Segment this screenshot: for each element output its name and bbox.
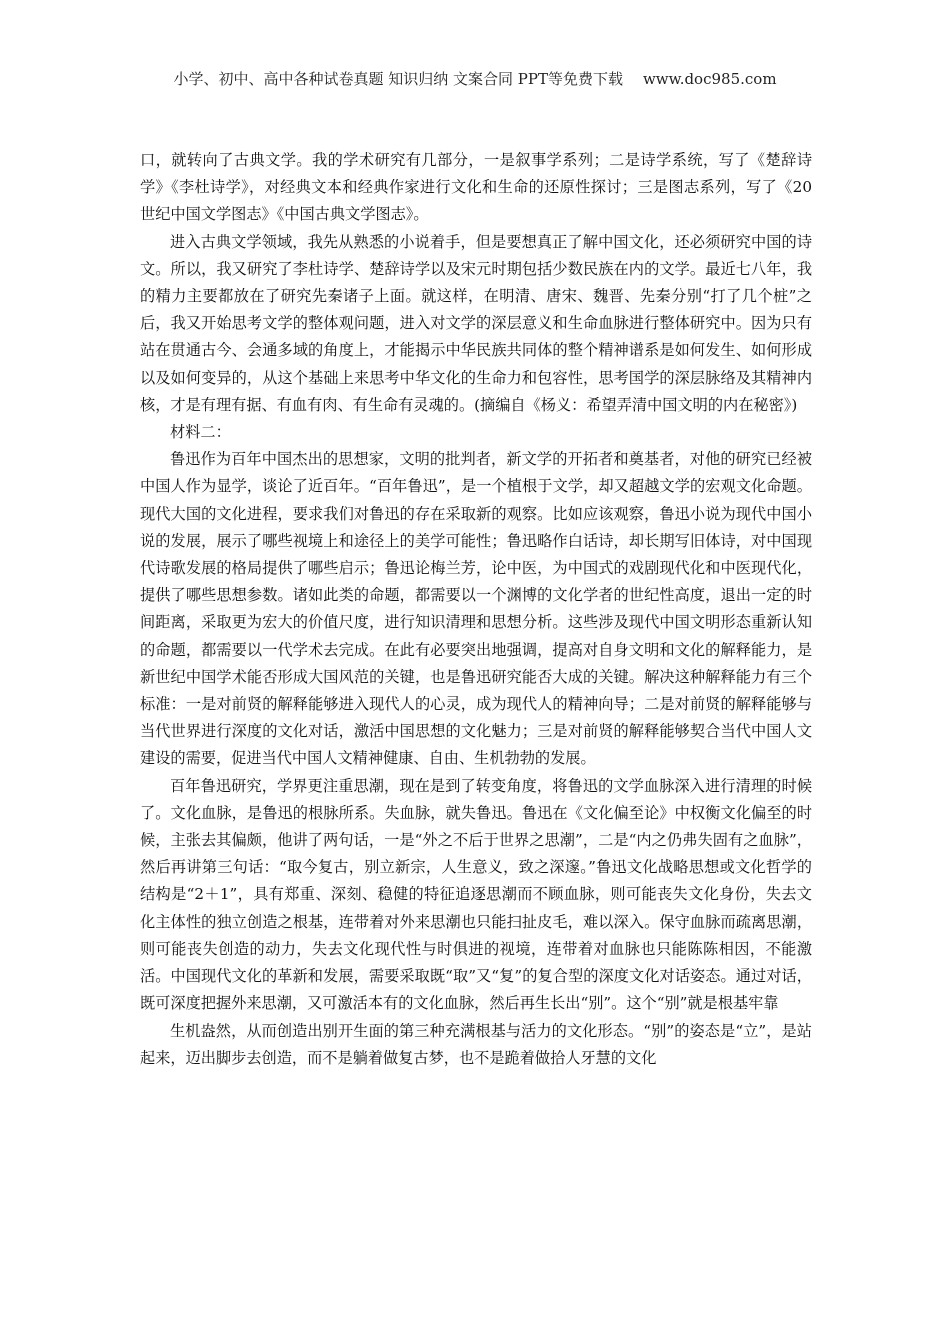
paragraph-2: 进入古典文学领域，我先从熟悉的小说着手，但是要想真正了解中国文化，还必须研究中国的诗文。所以，我又研究了李杜诗学、楚辞诗学以及宋元时期包括少数民族在内的文学。最近七八年，我的精力主要都放在了研究先秦诸子上面。就这样，在明清、唐宋、魏晋、先秦分别“打了几个桩”之后，我又开始思考文学的整体观问题，进入对文学的深层意义和生命血脉进行整体研究中。因为只有站在贯通古今、会通多域的角度上，才能揭示中华民族共同体的整个精神谱系是如何发生、如何形成以及如何变异的，从这个基础上来思考中华文化的生命力和包容性，思考国学的深层脉络及其精神内核，才是有理有据、有血有肉、有生命有灵魂的。(摘编自《杨义：希望弄清中国文明的内在秘密》) bbox=[140, 232, 812, 414]
paragraph-5: 生机盎然，从而创造出别开生面的第三种充满根基与活力的文化形态。“别”的姿态是“立”，是站起来，迈出脚步去创造，而不是躺着做复古梦，也不是跪着做拾人牙慧的文化 bbox=[140, 1021, 812, 1067]
header-text: 小学、初中、高中各种试卷真题 知识归纳 文案合同 PPT等免费下载 bbox=[173, 70, 623, 88]
paragraph-3: 鲁迅作为百年中国杰出的思想家，文明的批判者，新文学的开拓者和奠基者，对他的研究已经被中国人作为显学，谈论了近百年。“百年鲁迅”，是一个植根于文学，却又超越文学的宏观文化命题。现代大国的文化进程，要求我们对鲁迅的存在采取新的观察。比如应该观察，鲁迅小说为现代中国小说的发展，展示了哪些视境上和途径上的美学可能性；鲁迅略作白话诗，却长期写旧体诗，对中国现代诗歌发展的格局提供了哪些启示；鲁迅论梅兰芳，论中医，为中国式的戏剧现代化和中医现代化，提供了哪些思想参数。诸如此类的命题，都需要以一个渊博的文化学者的世纪性高度，退出一定的时间距离，采取更为宏大的价值尺度，进行知识清理和思想分析。这些涉及现代中国文明形态重新认知的命题，都需要以一代学术去完成。在此有必要突出地强调，提高对自身文明和文化的解释能力，是新世纪中国学术能否形成大国风范的关键，也是鲁迅研究能否大成的关键。解决这种解释能力有三个标准：一是对前贤的解释能够进入现代人的心灵，成为现代人的精神向导；二是对前贤的解释能够与当代世界进行深度的文化对话，激活中国思想的文化魅力；三是对前贤的解释能够契合当代中国人文建设的需要，促进当代中国人文精神健康、自由、生机勃勃的发展。 bbox=[140, 450, 812, 768]
paragraph-1: 口，就转向了古典文学。我的学术研究有几部分，一是叙事学系列；二是诗学系统，写了《楚辞诗学》《李杜诗学》，对经典文本和经典作家进行文化和生命的还原性探讨；三是图志系列，写了《20世纪中国文学图志》《中国古典文学图志》。 bbox=[140, 151, 812, 224]
paragraph-4: 百年鲁迅研究，学界更注重思潮，现在是到了转变角度，将鲁迅的文学血脉深入进行清理的时候了。文化血脉，是鲁迅的根脉所系。失血脉，就失鲁迅。鲁迅在《文化偏至论》中权衡文化偏至的时候，主张去其偏颇，他讲了两句话，一是“外之不后于世界之思潮”，二是“内之仍弗失固有之血脉”，然后再讲第三句话：“取今复古，别立新宗，人生意义，致之深邃。”鲁迅文化战略思想或文化哲学的结构是“2＋1”，具有郑重、深刻、稳健的特征追逐思潮而不顾血脉，则可能丧失文化身份，失去文化主体性的独立创造之根基，连带着对外来思潮也只能扫扯皮毛，难以深入。保守血脉而疏离思潮，则可能丧失创造的动力，失去文化现代性与时俱进的视境，连带着对血脉也只能陈陈相因，不能激活。中国现代文化的革新和发展，需要采取既“取”又“复”的复合型的深度文化对话姿态。通过对话，既可深度把握外来思潮，又可激活本有的文化血脉，然后再生长出“别”。这个“别”就是根基牢靠 bbox=[140, 776, 812, 1013]
page-header bbox=[0, 68, 950, 89]
header-url: www.doc985.com bbox=[642, 70, 777, 88]
section-heading-material-2: 材料二： bbox=[170, 423, 231, 442]
document-body bbox=[140, 147, 812, 1072]
